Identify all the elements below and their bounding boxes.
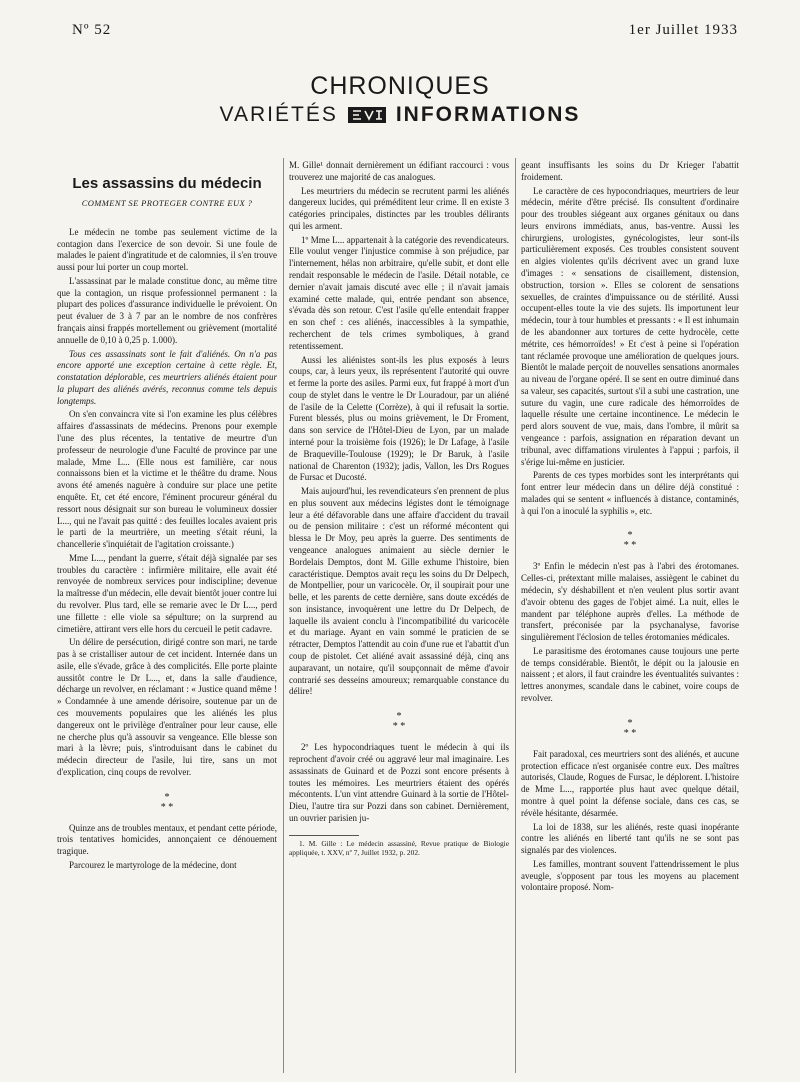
paragraph: Un délire de persécution, dirigé contre son mari, ne tarde pas à se cristalliser autour de cet incident. Internée dans un asile, elle s'évade, grâce à des complicités. Elle porte plainte aussitôt contre le Dr L..., et, dans la salle d'audience, décharge un revolver, en réclamant : « Justice quand même ! » Condamnée à une amende dérisoire, soutenue par un de ces mouvements populaires que les aliénés les plus dangereux ont le privilège d'entraîner pour leur cause, elle ne cherche plus qu'à assouvir sa vengeance. Elle blesse son mari à la lèvre; puis, s'introduisant dans le cabinet du médecin directeur de l'asile, lui tire, sans un mot d'explication, cinq coups de revolver.: [57, 637, 277, 777]
paragraph: Quinze ans de troubles mentaux, et pendant cette période, trois tentatives homicides, annonçaient ce dénouement tragique.: [57, 822, 277, 857]
paragraph: Les familles, montrant souvent l'attendrissement le plus aveugle, s'opposent par tous les moyens au placement volontaire proposé. Nom-: [521, 858, 739, 893]
paragraph: Parcourez le martyrologe de la médecine, dont: [69, 860, 237, 871]
issue-number: Nº 52: [72, 22, 112, 38]
ornament-logo-icon: [348, 107, 386, 123]
footnote: 1. M. Gille : Le médecin assassiné, Revue pratique de Biologie appliquée, t. XXV, nº 7, Juillet 1932, p. 202.: [289, 838, 509, 858]
column-divider: [283, 158, 284, 1073]
column-1: [57, 160, 277, 872]
masthead-subtitle: [0, 103, 800, 127]
section-stars: * * *: [392, 711, 406, 733]
paragraph: Mme L..., pendant la guerre, s'était déjà signalée par ses troubles du caractère : infirmière militaire, elle avait été renvoyée de nombreux services pour indiscipline; devenue la maîtresse d'un médecin, elle devait bientôt jouer contre lui du revolver. Plus tard, elle se remarie avec le Dr L..., perd une fillette : elle viole sa sépulture; on la surprend au cimetière, attirant vers elle hors du cercueil le petit cadavre.: [57, 552, 277, 634]
paragraph: Le médecin ne tombe pas seulement victime de la contagion dans l'exercice de son devoir. Si une foule de malades le paient d'ingratitude et de calomnies, il s'en trouve aussi pour lui porter un coup mortel.: [57, 226, 277, 273]
section-stars: * * *: [160, 791, 174, 813]
footnote-rule: [289, 835, 359, 836]
article-subtitle: COMMENT SE PROTEGER CONTRE EUX ?: [81, 197, 253, 208]
paragraph: Parents de ces types morbides sont les interprétants qui font entrer leur médecin dans un délire déjà constitué : malades qui se sentent « influencés à distance, contaminés, à qui l'on a inoculé la syphilis », etc.: [521, 470, 739, 516]
paragraph: Aussi les aliénistes sont-ils les plus exposés à leurs coups, car, à leurs yeux, ils représentent l'autorité qui ouvre et ferme la porte des asiles. Parmi eux, fut frappé à mort d'un coup de stylet dans le ventre le Dr Louradour, par un aliéné de l'asile de la Celette (Corrèze), à qui il refusait la sortie. Furent blessés, plus ou moins grièvement, le Dr Froment, dans son service de l'Hôtel-Dieu de Lyon, par un malade interné pour la troisième fois (1926); le Dr Lafage, à l'asile de Braqueville-Toulouse (1929); le Dr Baruk, à l'asile national de Charenton (1932); jadis, Vallon, les Drs Rogues de Fursac et Ducosté.: [289, 354, 509, 483]
paragraph: Les meurtriers du médecin se recrutent parmi les aliénés dangereux lucides, qui préméditent leur crime. Il en existe 3 catégories principales, distinctes par les troubles délirants qui les arment.: [289, 185, 509, 231]
masthead-title: CHRONIQUES: [310, 72, 490, 100]
section-stars: * * *: [623, 717, 637, 739]
issue-date: 1er Juillet 1933: [628, 22, 738, 38]
masthead-word-informations: INFORMATIONS: [395, 103, 581, 126]
column-3: [521, 160, 739, 894]
masthead-word-varietes: VARIÉTÉS: [219, 103, 338, 126]
paragraph: Le caractère de ces hypocondriaques, meurtriers de leur médecin, mérite d'être précisé. Ils consultent d'ordinaire pour des troubles siégeant aux organes génitaux ou dans leurs environs immédiats, anus, bas-ventre. Aussi les chirurgiens, urologistes, gynécologistes, leur sont-ils particulièrement exposés. Ces troubles consistent souvent en algies violentes qu'ils décrivent avec un grand luxe d'images : « sensations de cisaillement, distension, obstruction, torsion ». Elles se colorent de sensations sexuelles, de craintes d'impuissance ou de stérilité. Aussi occupent-elles toute la vie des sujets. Ils importunent leur médecin, tour à tour humbles et pressants : « Il est inhumain de les abandonner aux tortures de cette hydrocèle, cette métrite, ces hémorroïdes! » Et c'est à peine si l'opération tant réclamée provoque une amélioration de quelques jours. Bientôt le malade perçoit de nouvelles sensations anormales au niveau de l'organe opéré. Il se sent en outre diminué dans sa valeur, ses capacités, surtout s'il a subi une castration, une suture du vagin, une cure radicale des hémorroïdes de laquelle résulte une certaine incontinence. Le médecin le perd alors souvent de vue, mais, dans l'ombre, il mûrit sa vengeance : parfois, assignation en réparation devant un tribunal, avec diffamations virulentes à l'appui ; parfois, il s'érige lui-même en justicier.: [521, 185, 739, 467]
paragraph: 1º Mme L... appartenait à la catégorie des revendicateurs. Elle voulut venger l'injustice commise à son préjudice, par l'internement, hélas non arbitraire, qu'elle subit, et dont elle rendait responsable le médecin de l'asile. Détail notable, ce dernier n'avait jamais discuté avec elle ; il n'avait jamais examiné cette malade, qui, entrée pendant son absence, s'évada dès son retour. C'est l'asile qu'elle entendait frapper en son chef : ces aliénés, inaccessibles à la sympathie, recherchent de tels crimes symboliques, à grand retentissement.: [289, 234, 509, 351]
column-divider: [515, 158, 516, 1073]
paragraph: L'assassinat par le malade constitue donc, au même titre que la contagion, un risque professionnel permanent : la plupart des polices d'assurance individuelle le prévoient. On peut évaluer de 3 à 7 par an le nombre de nos confrères français ainsi frappés mortellement ou grièvement (mortalité annuelle de 0,10 à 0,25 p. 1.000).: [57, 275, 277, 345]
paragraph: 2º Les hypocondriaques tuent le médecin à qui ils reprochent d'avoir créé ou aggravé leur mal imaginaire. Les assassinats de Guinard et de Pozzi sont encore présents à toutes les mémoires. Les meurtriers étaient des opérés mécontents. L'un vint attendre Guinard à la sortie de l'Hôtel-Dieu, l'autre tira sur Pozzi dans son cabinet. Dernièrement, un ouvrier parisien ju-: [289, 742, 509, 823]
article-title: Les assassins du médecin: [72, 175, 262, 192]
masthead: [0, 72, 800, 127]
paragraph: Mais aujourd'hui, les revendicateurs s'en prennent de plus en plus souvent aux médecins légistes dont le témoignage leur a été défavorable dans une affaire d'accident du travail ou de pension militaire : c'est un réformé mécontent qui blessa le Dr Moy, peu après la guerre. Des sentiments de vengeance analogues animaient au siècle dernier le Bordelais Demptos, dont M. Gille exhume l'histoire, bien caractéristique. Demptos avait reçu les soins du Dr Delpech, de Montpellier, pour un varicocèle. Or, il soupirait pour une belle, et les parents de cette dernière, sans doute excédés de son insistance, invoquèrent une lettre du Dr Delpech, de laquelle ils avaient conclu à l'incompatibilité du varicocèle et du mariage. Ayant en vain sommé le praticien de se rétracter, Demptos l'attendit au coin d'une rue et l'abattit d'un coup de pistolet. Cet aliéné avait assassiné déjà, cinq ans auparavant, un notaire, qu'il soupçonnait de même d'avoir contrarié ses desseins amoureux; remarquable constance du délire!: [289, 486, 509, 697]
paragraph: La loi de 1838, sur les aliénés, reste quasi inopérante contre les aliénés en liberté tant qu'ils ne se sont pas signalés par des violences.: [521, 821, 739, 856]
paragraph: M. Gille¹ donnait dernièrement un édifiant raccourci : vous trouverez une majorité de cas analogues.: [289, 160, 509, 182]
column-2: [289, 160, 509, 858]
paragraph: Fait paradoxal, ces meurtriers sont des aliénés, et aucune protection efficace n'est organisée contre eux. Des maîtres autorisés, Claude, Rogues de Fursac, le déplorent. L'histoire de Mme L..., rapportée plus haut avec quelque détail, montre à quel point la défense sociale, dans ces cas, se révèle hésitante, désarmée.: [521, 748, 739, 818]
paragraph: geant insuffisants les soins du Dr Krieger l'abattit froidement.: [521, 160, 739, 182]
paragraph: On s'en convaincra vite si l'on examine les plus célèbres affaires d'assassinats de médecins. Prenons pour exemple l'une des plus récentes, la tentative de meurtre d'un professeur de neurologie d'une Faculté de province par une malade, Mme L... (Elle nous est familière, car nous connaissons bien et la victime et le théâtre du drame. Nous avons été amenés naguère à conduire sur place une petite enquête. Et, cet été encore, l'éminent procureur général du ressort nous désignait sur son bureau le volumineux dossier L..., qui ne l'avait pas quitté : des feuilles locales avaient pris le parti de la meurtrière, un meeting s'était réuni, la chancellerie s'inquiétait de l'agitation croissante.): [57, 409, 277, 550]
paragraph: Tous ces assassinats sont le fait d'aliénés. On n'a pas encore apporté une exception certaine à cette règle. Et, constatation déplorable, ces meurtriers aliénés étaient pour la plupart des aliénés avérés, reconnus comme tels depuis longtemps.: [57, 348, 277, 406]
section-stars: * * *: [623, 530, 637, 552]
paragraph: 3º Enfin le médecin n'est pas à l'abri des érotomanes. Celles-ci, prétextant mille malaises, assiègent le cabinet du médecin, s'y déshabillent et n'en veulent plus sortir avant d'avoir obtenu des gages de l'objet aimé. La nuit, elles le mandent par téléphone auprès d'elles. La méthode de transfert, préconisée par la psychanalyse, favorise singulièrement l'éclosion de telles érotomanies médicales.: [521, 561, 739, 643]
paragraph: Le parasitisme des érotomanes cause toujours une perte de temps considérable. Bientôt, le dépit ou la jalousie en naissent ; et alors, il faut craindre les éventualités suivantes : lettres anonymes, scandale dans le cabinet, voire coups de revolver.: [521, 645, 739, 704]
